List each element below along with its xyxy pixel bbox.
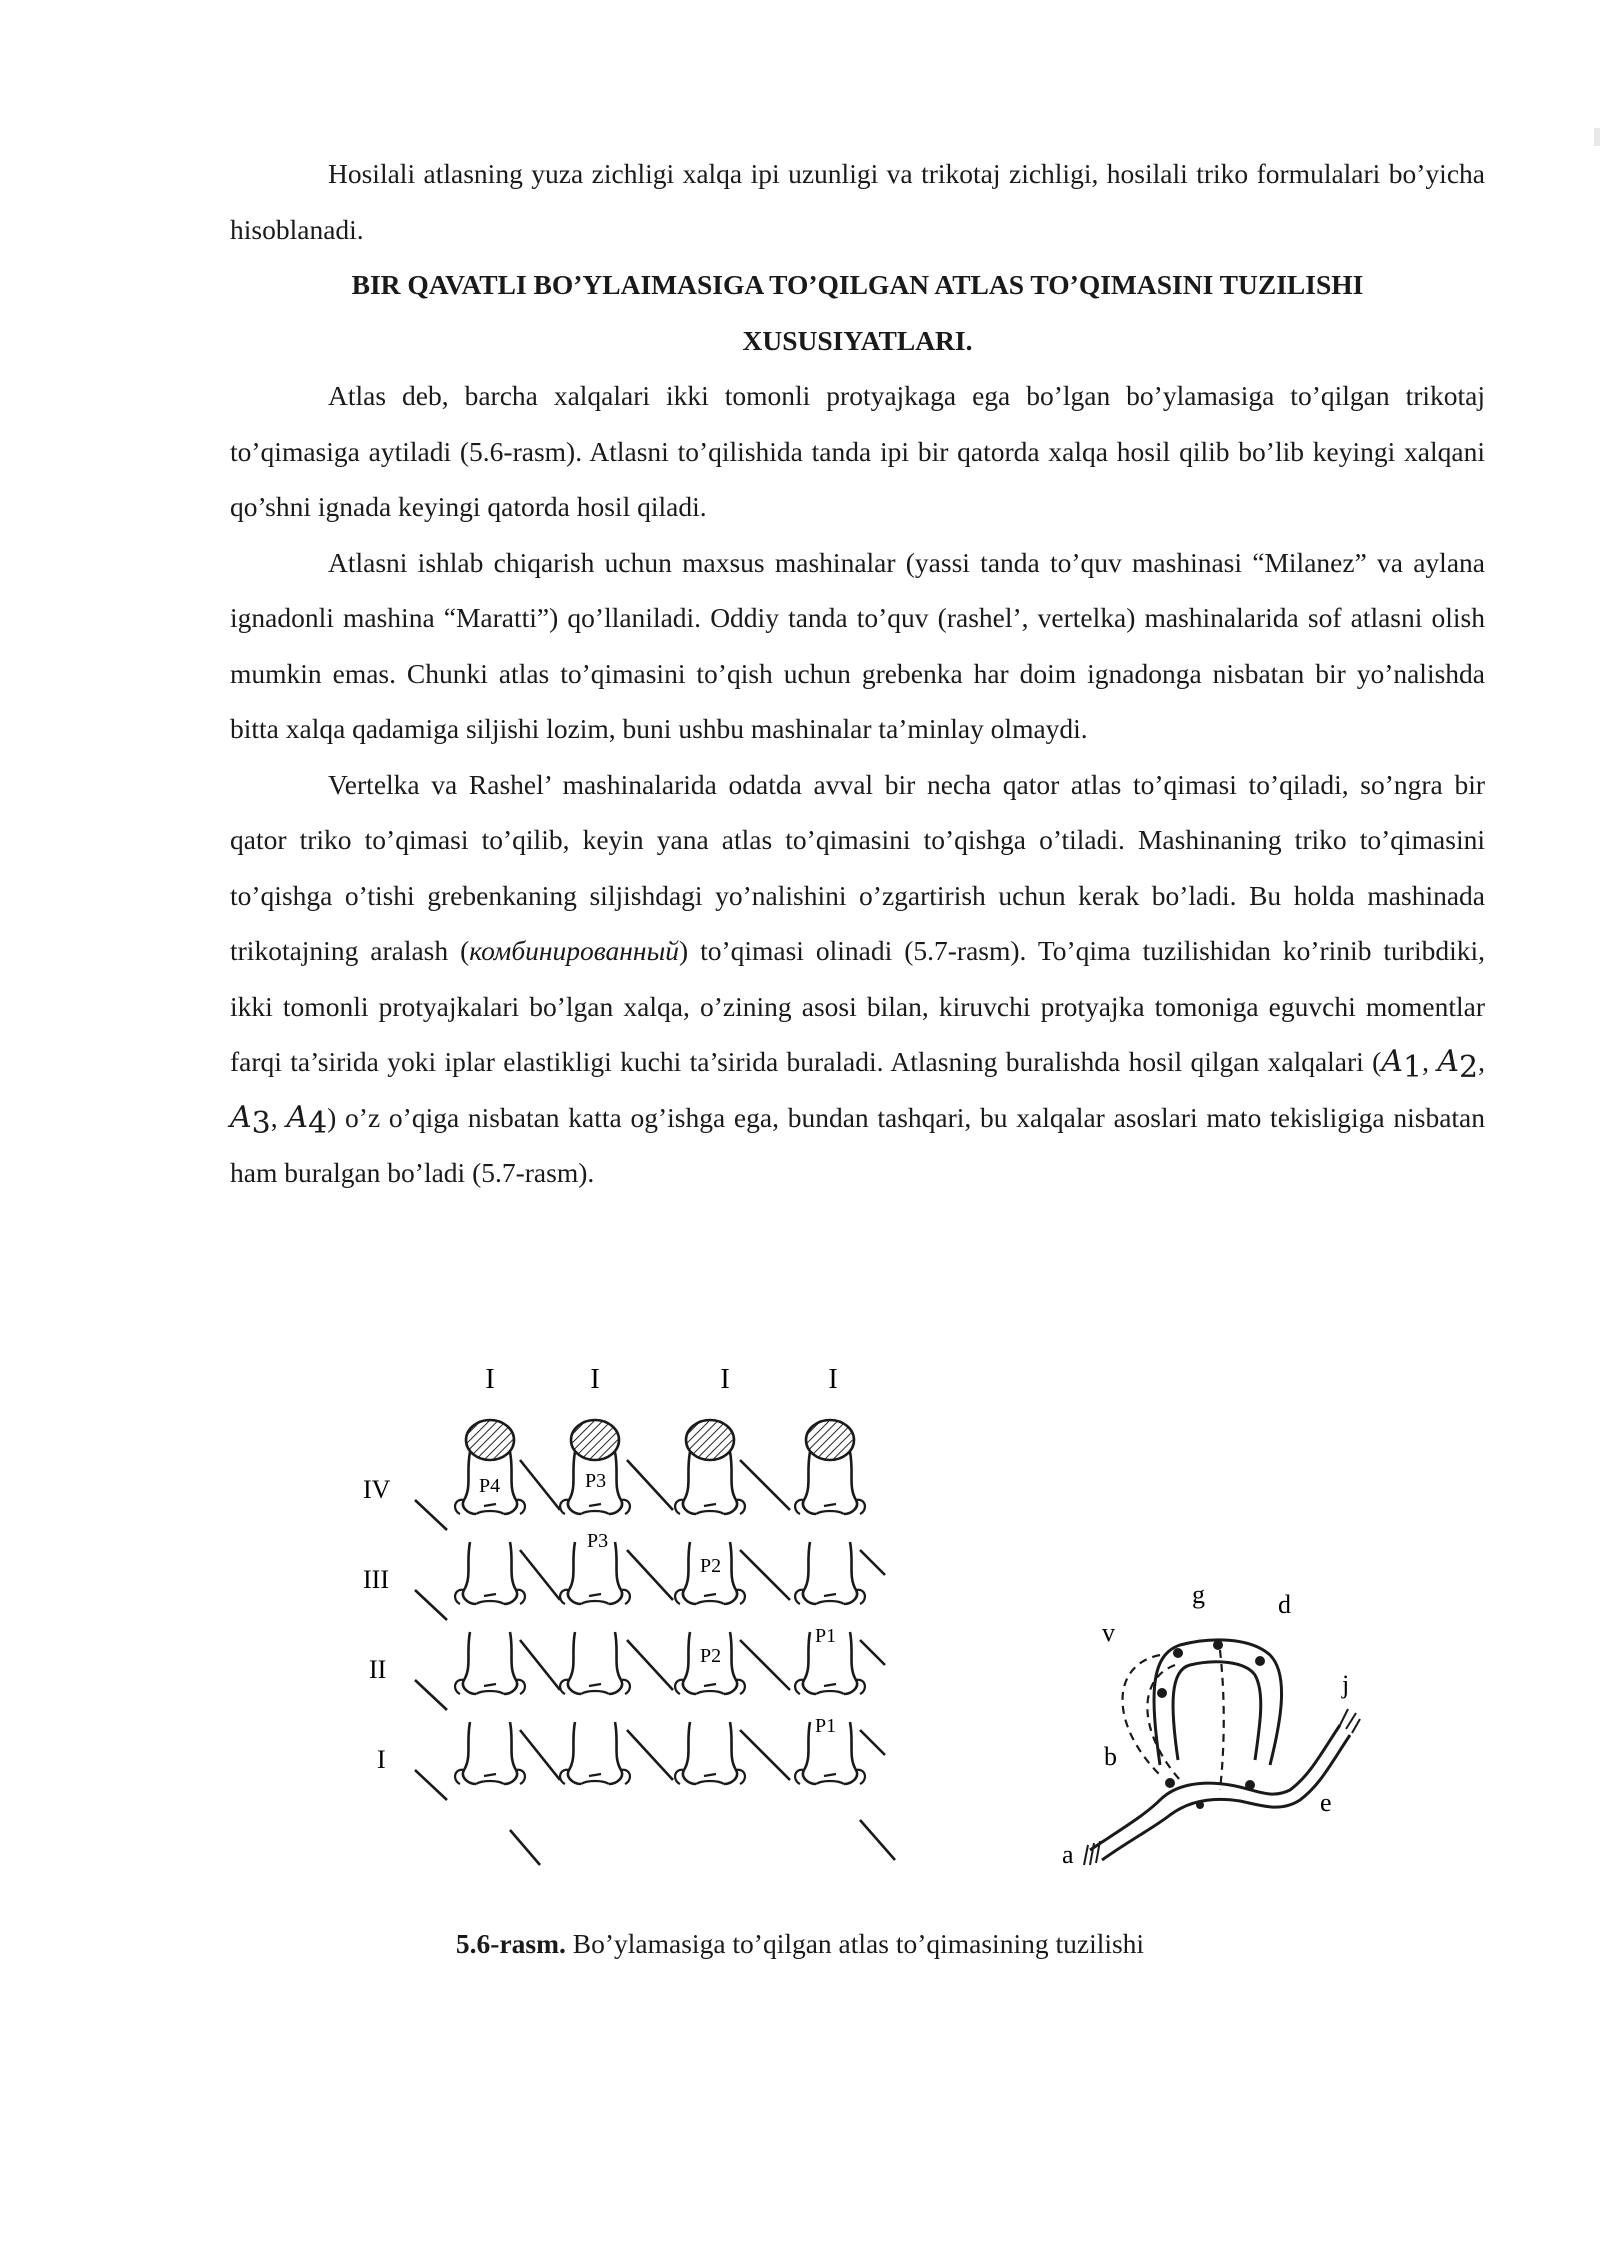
p-label: P3	[585, 1470, 607, 1492]
p-label: P1	[815, 1625, 837, 1647]
paragraph-definition: Atlas deb, barcha xalqalari ikki tomonli protyajkaga ega bo’lgan bo’ylamasiga to’qilgan trikotaj to’qimasiga aytiladi (5.6-rasm). Atlasni to’qilishida tanda ipi bir qatorda xalqa hosil qilib bo’lib keyingi xalqani qo’shni ignada keyingi qatorda hosil qiladi.	[230, 380, 1485, 522]
text-segment: Vertelka va Rashel’ mashinalarida odatda avval bir necha qator atlas to’qimasi to’qiladi, so’ngra bir qator triko to’qimasi to’qilib, keyin yana atlas to’qimasini to’qishga o’tiladi. Mashinaning triko to’qimasini to’qishga o’tishi grebenkaning siljishdagi yo’nalishini o’zgartirish uchun kerak bo’ladi. Bu holda mashinada trikotajning aralash (	[230, 768, 1485, 966]
wale-3	[675, 1420, 745, 1784]
column-label: I	[828, 1364, 838, 1395]
detail-label-j: j	[1342, 1670, 1350, 1699]
row-label: II	[369, 1655, 387, 1684]
row-label: IV	[363, 1475, 391, 1504]
column-label: I	[485, 1364, 495, 1395]
detail-label-v: v	[1102, 1618, 1115, 1647]
column-label: I	[720, 1364, 730, 1395]
page-edge-mark	[1594, 128, 1600, 146]
p-label: P2	[700, 1645, 722, 1667]
paragraph-machines: Atlasni ishlab chiqarish uchun maxsus mashinalar (yassi tanda to’quv mashinasi “Milanez” va aylana ignadonli mashina “Maratti”) qo’llaniladi. Oddiy tanda to’quv (rashel’, vertelka) mashinalarida sof atlasni olish mumkin emas. Chunki atlas to’qimasini to’qish uchun grebenka har doim ignadonga nisbatan bir yo’nalishda bitta xalqa qadamiga siljishi lozim, buni ushbu mashinalar ta’minlay olmaydi.	[230, 546, 1485, 744]
math-a4: $A_4$	[286, 1099, 328, 1141]
math-a3: $A_3$	[230, 1099, 271, 1141]
p-label: P4	[479, 1475, 501, 1497]
text-segment: ) to’qimasi olinadi (5.7-rasm). To’qima tuzilishidan ko’rinib turibdiki, ikki tomonli protyajkalari bo’lgan xalqa, o’zining asosi bilan, kiruvchi protyajka tomoniga eguvchi momentlar farqi ta’sirida yoki iplar elastikligi kuchi ta’sirida buraladi. Atlasning buralishda hosil qilgan xalqalari (	[230, 935, 1485, 1077]
detail-label-e: e	[1320, 1788, 1332, 1817]
detail-label-g: g	[1192, 1580, 1205, 1609]
caption-text: Bo’ylamasiga to’qilgan atlas to’qimasining tuzilishi	[565, 1928, 1145, 1959]
paragraph-structure: Vertelka va Rashel’ mashinalarida odatda avval bir necha qator atlas to’qimasi to’qiladi, so’ngra bir qator triko to’qimasi to’qilib, keyin yana atlas to’qimasini to’qishga o’tiladi. Mashinaning triko to’qimasini to’qishga o’tishi grebenkaning siljishdagi yo’nalishini o’zgartirish uchun kerak bo’ladi. Bu holda mashinada trikotajning aralash (комбинированный) to’qimasi olinadi (5.7-rasm). To’qima tuzilishidan ko’rinib turibdiki, ikki tomonli protyajkalari bo’lgan xalqa, o’zining asosi bilan, kiruvchi protyajka tomoniga eguvchi momentlar farqi ta’sirida yoki iplar elastikligi kuchi ta’sirida buraladi. Atlasning buralishda hosil qilgan xalqalari ($A_1$, $A_2$, $A_3$, $A_4$) o’z o’qiga nisbatan katta og’ishga ega, bundan tashqari, bu xalqalar asoslari mato tekisligiga nisbatan ham buralgan bo’ladi (5.7-rasm).	[230, 768, 1486, 1188]
math-a2: $A_2$	[1437, 1044, 1479, 1085]
paragraph-intro: Hosilali atlasning yuza zichligi xalqa ipi uzunligi va trikotaj zichligi, hosilali triko formulalari bo’yicha hisoblanadi.	[230, 158, 1485, 245]
section-heading-line-1: BIR QAVATLI BO’YLAIMASIGA TO’QILGAN ATLAS TO’QIMASINI TUZILISHI	[351, 269, 1364, 300]
p-label: P1	[815, 1715, 837, 1737]
p-label: P2	[700, 1555, 722, 1577]
detail-label-d: d	[1278, 1590, 1291, 1619]
caption-number: 5.6-rasm.	[455, 1928, 566, 1959]
p-label: P3	[587, 1530, 609, 1552]
detail-label-a: a	[1062, 1840, 1074, 1869]
row-label: I	[377, 1745, 386, 1774]
atlas-structure-figure	[355, 1360, 915, 1880]
document-body	[230, 146, 1485, 1201]
loop-detail-figure	[1050, 1575, 1380, 1875]
section-heading-line-2: XUSUSIYATLARI.	[742, 324, 973, 356]
detail-label-b: b	[1104, 1742, 1117, 1771]
text-segment: ) o’z o’qiga nisbatan katta og’ishga ega, bundan tashqari, bu xalqalar asoslari mato tekisligiga nisbatan ham buralgan bo’ladi (5.7-rasm).	[230, 1101, 1486, 1188]
math-a1: $A_1$	[1381, 1044, 1423, 1085]
row-label: III	[363, 1565, 389, 1594]
column-label: I	[590, 1364, 600, 1395]
underlaps	[415, 1460, 895, 1865]
russian-term: комбинированный	[469, 935, 679, 966]
figure-caption	[0, 1928, 1600, 1960]
